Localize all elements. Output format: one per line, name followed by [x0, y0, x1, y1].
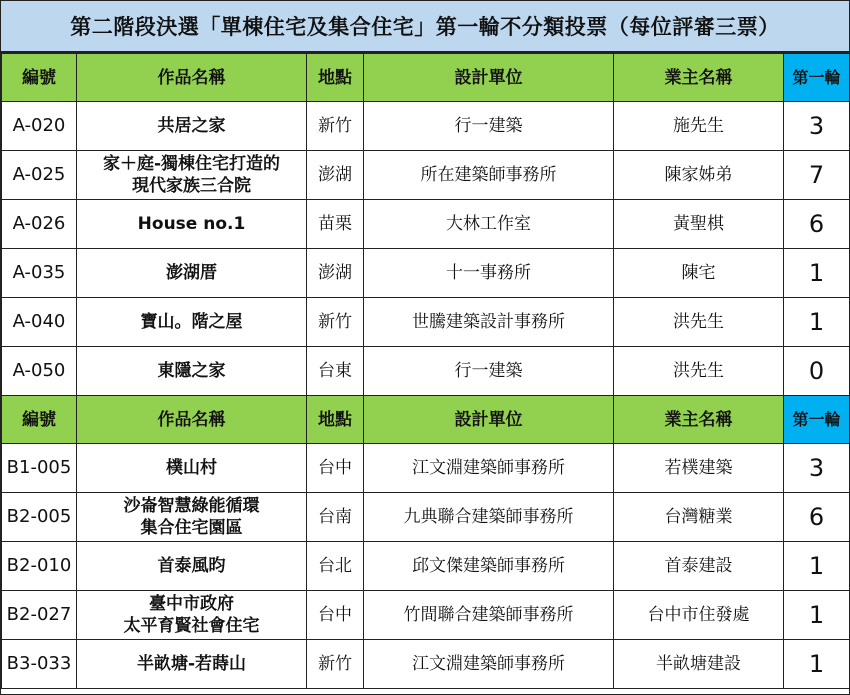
entry-owner: 施先生	[614, 102, 784, 151]
header-round: 第一輪	[784, 396, 850, 444]
entry-location: 苗栗	[307, 200, 364, 249]
work-name-line: 集合住宅園區	[140, 518, 243, 538]
table-row	[2, 298, 850, 347]
entry-location: 台中	[307, 591, 364, 640]
entry-code: B2-005	[2, 493, 77, 542]
header-round: 第一輪	[784, 54, 850, 102]
entry-work-name	[77, 444, 307, 493]
entry-designer: 十一事務所	[364, 249, 614, 298]
entry-location: 新竹	[307, 298, 364, 347]
header-code: 編號	[2, 396, 77, 444]
sheet-title: 第二階段決選「單棟住宅及集合住宅」第一輪不分類投票（每位評審三票）	[1, 1, 849, 53]
header-row-2	[2, 396, 850, 444]
entry-code: A-026	[2, 200, 77, 249]
entry-location: 台中	[307, 444, 364, 493]
entry-code: A-025	[2, 151, 77, 200]
entry-owner: 陳宅	[614, 249, 784, 298]
header-code: 編號	[2, 54, 77, 102]
entry-work-name	[77, 493, 307, 542]
header-row-1	[2, 54, 850, 102]
entry-votes: 1	[784, 591, 850, 640]
table-row	[2, 102, 850, 151]
entry-owner: 陳家姊弟	[614, 151, 784, 200]
table-row	[2, 640, 850, 689]
entry-work-name	[77, 640, 307, 689]
entry-owner: 台中市住發處	[614, 591, 784, 640]
entry-location: 台南	[307, 493, 364, 542]
entry-designer: 竹間聯合建築師事務所	[364, 591, 614, 640]
entry-owner: 黃聖棋	[614, 200, 784, 249]
entry-owner: 洪先生	[614, 347, 784, 396]
entry-location: 新竹	[307, 102, 364, 151]
header-designer: 設計單位	[364, 54, 614, 102]
entry-designer: 所在建築師事務所	[364, 151, 614, 200]
header-work: 作品名稱	[77, 396, 307, 444]
work-name-line: 東隱之家	[157, 361, 226, 381]
entry-code: A-050	[2, 347, 77, 396]
work-name-line: House no.1	[137, 214, 246, 234]
work-name-line: 沙崙智慧綠能循環	[123, 496, 260, 516]
entry-designer: 行一建築	[364, 102, 614, 151]
entry-work-name	[77, 347, 307, 396]
entry-location: 新竹	[307, 640, 364, 689]
work-name-line: 半畝塘-若蒔山	[136, 654, 247, 674]
entry-work-name	[77, 102, 307, 151]
entry-votes: 3	[784, 444, 850, 493]
entry-votes: 0	[784, 347, 850, 396]
header-location: 地點	[307, 54, 364, 102]
entry-location: 台東	[307, 347, 364, 396]
entry-work-name	[77, 542, 307, 591]
entry-work-name	[77, 200, 307, 249]
work-name-line: 家＋庭-獨棟住宅打造的	[102, 154, 281, 174]
entry-work-name	[77, 249, 307, 298]
entry-owner: 洪先生	[614, 298, 784, 347]
entry-designer: 江文淵建築師事務所	[364, 444, 614, 493]
table-row	[2, 249, 850, 298]
entry-location: 台北	[307, 542, 364, 591]
work-name-line: 樸山村	[166, 458, 217, 478]
work-name-line: 共居之家	[157, 116, 226, 136]
entry-designer: 江文淵建築師事務所	[364, 640, 614, 689]
entry-designer: 行一建築	[364, 347, 614, 396]
header-owner: 業主名稱	[614, 396, 784, 444]
table-row	[2, 151, 850, 200]
table-row	[2, 591, 850, 640]
entry-code: B3-033	[2, 640, 77, 689]
entry-votes: 7	[784, 151, 850, 200]
entry-code: A-035	[2, 249, 77, 298]
entry-work-name	[77, 591, 307, 640]
header-location: 地點	[307, 396, 364, 444]
table-row	[2, 200, 850, 249]
entry-designer: 九典聯合建築師事務所	[364, 493, 614, 542]
entry-code: A-040	[2, 298, 77, 347]
entry-votes: 1	[784, 640, 850, 689]
entry-location: 澎湖	[307, 151, 364, 200]
entry-votes: 6	[784, 493, 850, 542]
entry-code: B2-027	[2, 591, 77, 640]
entry-code: B2-010	[2, 542, 77, 591]
table-row	[2, 542, 850, 591]
header-designer: 設計單位	[364, 396, 614, 444]
entry-votes: 6	[784, 200, 850, 249]
entry-code: B1-005	[2, 444, 77, 493]
header-owner: 業主名稱	[614, 54, 784, 102]
entry-work-name	[77, 151, 307, 200]
entry-designer: 大林工作室	[364, 200, 614, 249]
results-table	[1, 53, 850, 689]
entry-votes: 1	[784, 249, 850, 298]
work-name-line: 寶山。階之屋	[140, 312, 243, 332]
work-name-line: 首泰風昀	[157, 556, 226, 576]
entry-designer: 世騰建築設計事務所	[364, 298, 614, 347]
work-name-line: 太平育賢社會住宅	[123, 616, 260, 636]
table-row	[2, 493, 850, 542]
entry-work-name	[77, 298, 307, 347]
entry-owner: 若樸建築	[614, 444, 784, 493]
entry-owner: 半畝塘建設	[614, 640, 784, 689]
table-row	[2, 444, 850, 493]
entry-location: 澎湖	[307, 249, 364, 298]
table-row	[2, 347, 850, 396]
entry-votes: 1	[784, 542, 850, 591]
work-name-line: 現代家族三合院	[132, 176, 251, 196]
header-work: 作品名稱	[77, 54, 307, 102]
entry-owner: 首泰建設	[614, 542, 784, 591]
entry-votes: 3	[784, 102, 850, 151]
work-name-line: 澎湖厝	[166, 263, 217, 283]
work-name-line: 臺中市政府	[149, 594, 234, 614]
entry-code: A-020	[2, 102, 77, 151]
entry-votes: 1	[784, 298, 850, 347]
entry-designer: 邱文傑建築師事務所	[364, 542, 614, 591]
entry-owner: 台灣糖業	[614, 493, 784, 542]
